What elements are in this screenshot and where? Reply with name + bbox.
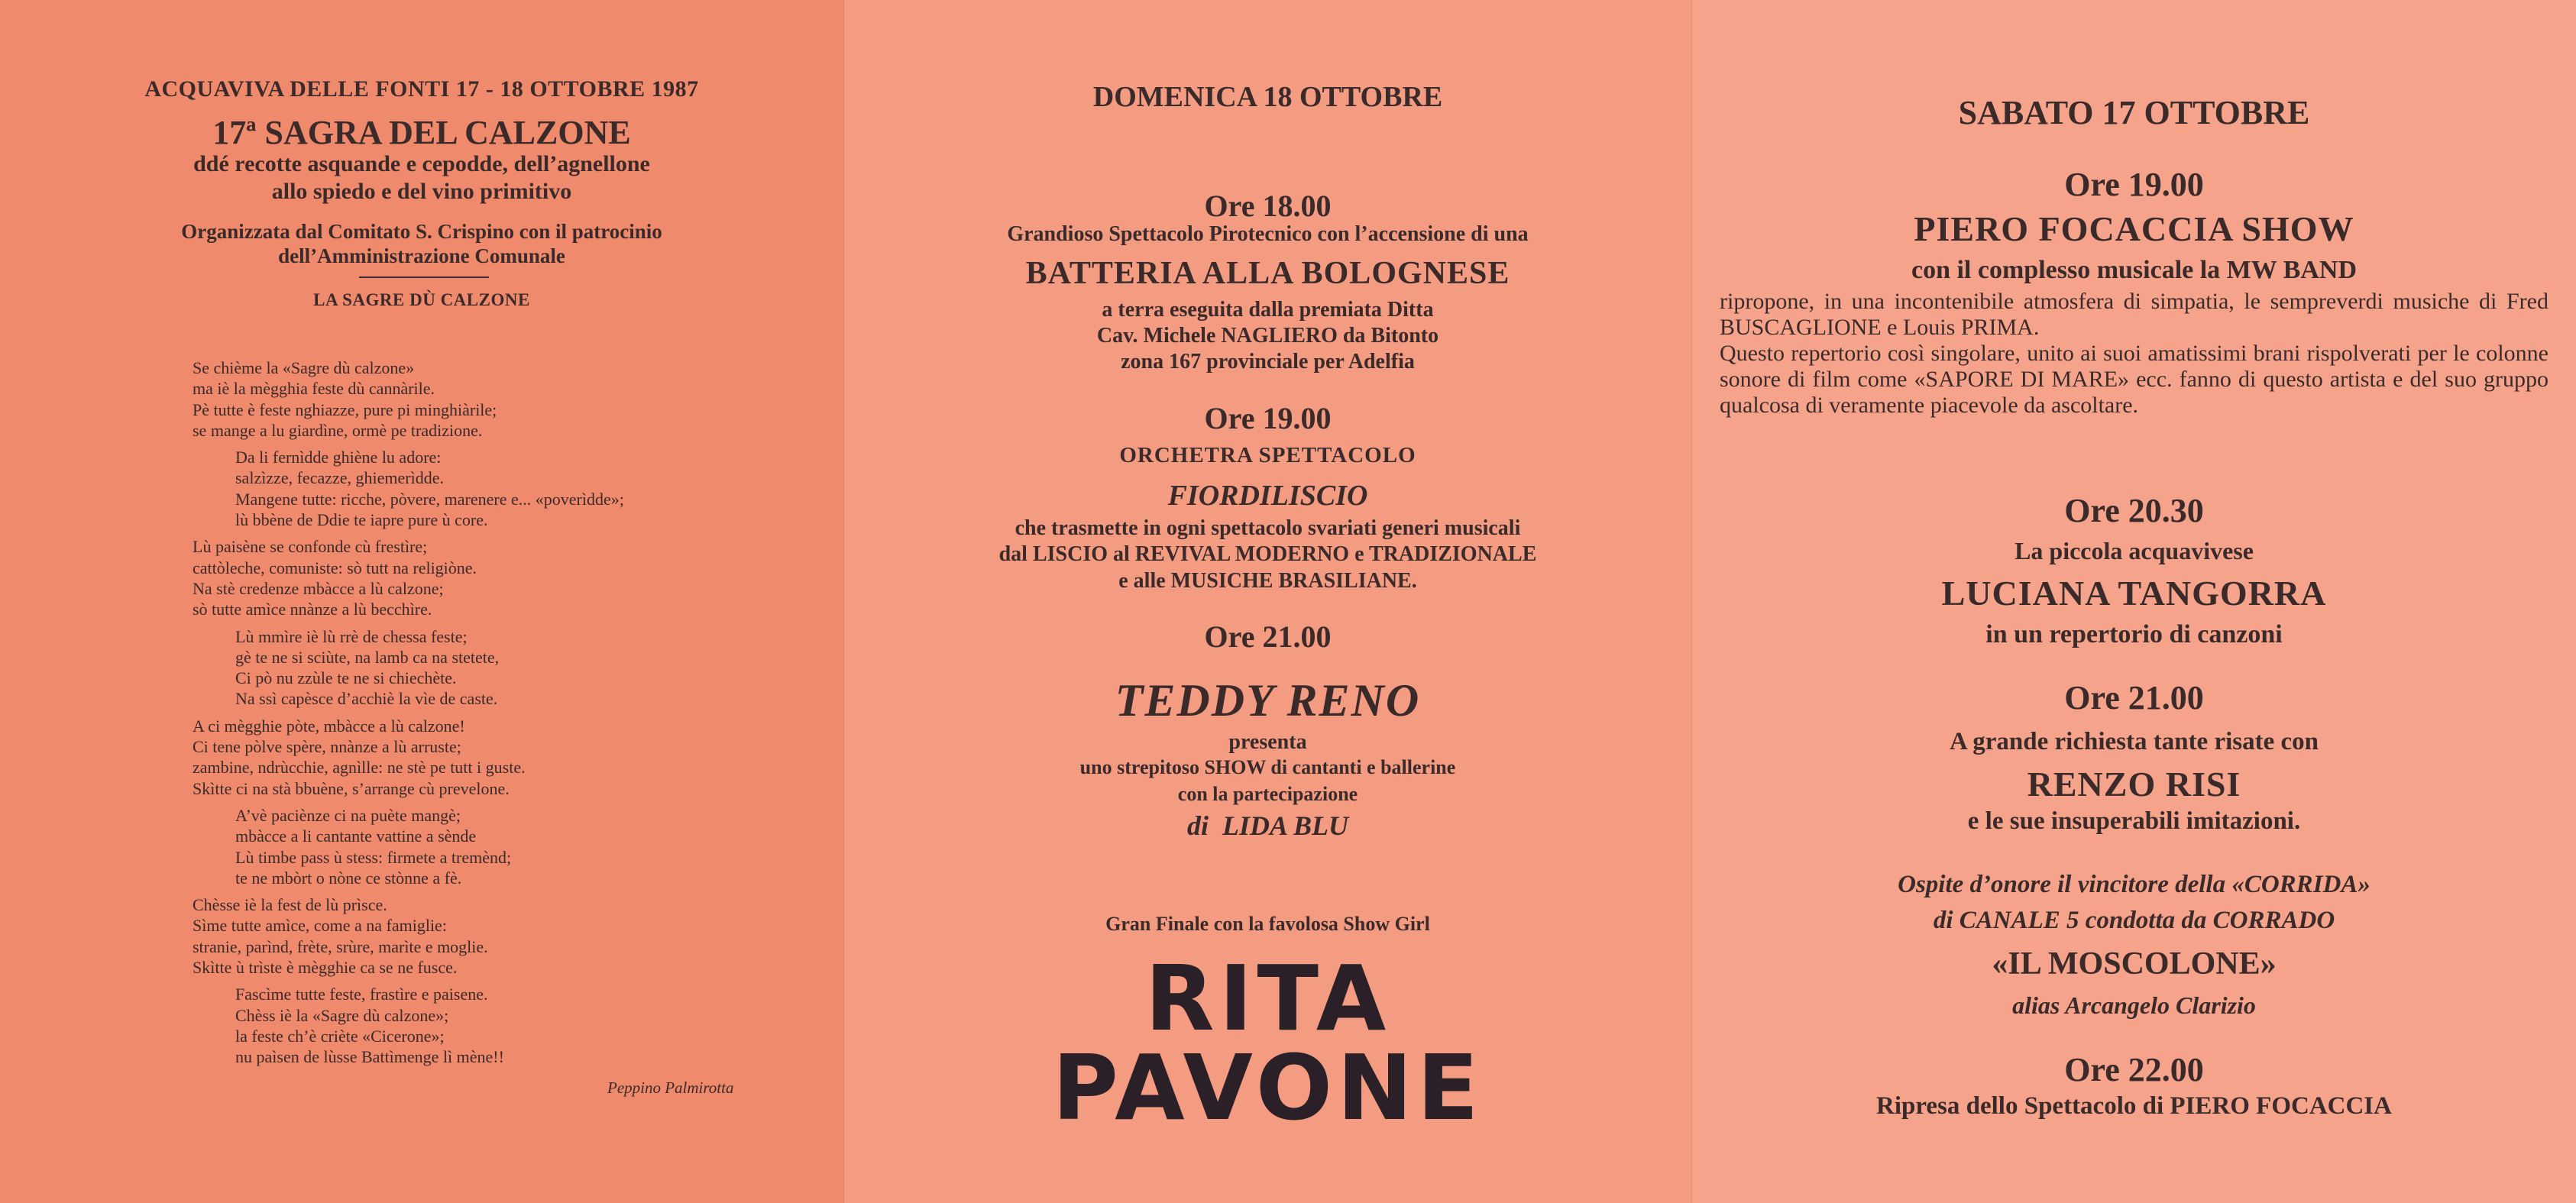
mw-band-line: con il complesso musicale la MW BAND [1911, 256, 2357, 284]
poem-line: lù bbène de Ddie te iapre pure ù core. [235, 510, 488, 530]
poem-line: stranie, parìnd, frète, srùre, marìte e moglie. [193, 936, 488, 956]
organizer-line-2: dell’Amministrazione Comunale [278, 244, 565, 267]
poem-stanza [193, 626, 773, 710]
presenta-line: presenta [1228, 730, 1307, 754]
poem-line: nu paìsen de lùsse Battìmenge lì mène!! [235, 1047, 504, 1067]
poem-line: mbàcce a li cantante vattine a sènde [235, 826, 477, 846]
luciana-tangorra-title: LUCIANA TANGORRA [1941, 574, 2327, 613]
moscolone-title: «IL MOSCOLONE» [1992, 946, 2277, 981]
poem-signature: Peppino Palmirotta [607, 1078, 734, 1097]
show-description [1720, 289, 2548, 419]
partecipazione-line: con la partecipazione [1177, 783, 1358, 805]
poem-line: Da li fernìdde ghiène lu adore: [235, 448, 442, 467]
poem-line: cattòleche, comuniste: sò tutt na religiòne. [193, 558, 477, 577]
event-subtitle-1: ddé recotte asquande e cepodde, dell’agnellone [193, 151, 650, 176]
description-paragraph-2: Questo repertorio così singolare, unito ai suoi amatissimi brani rispolverati per le colonne sonore di film come «SAPORE DI MARE» ecc. fanno di questo artista e del suo gruppo qualcosa di veramente piacevole da ascoltare. [1720, 341, 2548, 418]
poem-line: Na stè credenze mbàcce a lù calzone; [193, 578, 444, 598]
poem-line: sò tutte amìce nnànze a lù becchìre. [193, 600, 432, 619]
batteria-title: BATTERIA ALLA BOLOGNESE [1025, 256, 1510, 291]
time-1900: Ore 19.00 [1204, 401, 1332, 435]
left-panel [0, 0, 844, 1203]
right-panel-saturday [1692, 0, 2576, 1203]
poem-stanza [193, 894, 773, 978]
zona-line: zona 167 provinciale per Adelfia [1121, 350, 1415, 374]
poem-stanza [193, 984, 773, 1067]
event-heading: ACQUAVIVA DELLE FONTI 17 - 18 OTTOBRE 1987 [144, 76, 699, 102]
event-subtitle-2: allo spiedo e del vino primitivo [271, 179, 572, 204]
time-2100: Ore 21.00 [1204, 619, 1332, 654]
poem-line: Sìme tutte amìce, come a na famiglie: [193, 916, 447, 936]
teddy-reno-title: TEDDY RENO [1115, 675, 1421, 726]
time-2100: Ore 21.00 [2064, 679, 2204, 716]
poem-line: gè te ne si sciùte, na lamb ca na stetete, [235, 647, 500, 667]
poem-stanza [193, 357, 773, 441]
poem-stanza [193, 536, 773, 619]
poem-line: Pè tutte è feste nghiazze, pure pi minghiàrile; [193, 399, 497, 419]
poem-line: Mangene tutte: ricche, pòvere, marenere e... «poverìdde»; [235, 489, 624, 509]
time-2200: Ore 22.00 [2064, 1051, 2204, 1088]
poem-stanza [193, 716, 773, 799]
pavone-headline: PAVONE [1052, 1035, 1484, 1140]
rita-headline: RITA [1144, 946, 1391, 1051]
poem-line: salzìzze, fecazze, ghiemerìdde. [235, 468, 444, 488]
poem-line: Fascìme tutte feste, frastìre e paisene. [235, 985, 488, 1004]
orchestra-desc-3: e alle MUSICHE BRASILIANE. [1118, 569, 1417, 593]
event-title: 17ª SAGRA DEL CALZONE [212, 114, 631, 151]
poem [193, 357, 773, 1074]
poem-line: la feste ch’è criète «Cicerone»; [235, 1026, 445, 1046]
poem-line: Lù timbe pass ù stess: firmete a tremènd; [235, 847, 512, 867]
imitazioni-line: e le sue insuperabili imitazioni. [1967, 807, 2301, 835]
poem-line: Ci tene pòlve spère, nnànze a lù arruste; [193, 737, 461, 757]
poem-line: Chèsse iè la fest de lù prìsce. [193, 895, 387, 915]
poem-line: Na ssì capèsce d’acchiè la vìe de caste. [235, 689, 498, 709]
orchestra-line: ORCHETRA SPETTACOLO [1119, 443, 1416, 467]
poem-stanza [193, 805, 773, 888]
canale5-line: di CANALE 5 condotta da CORRADO [1933, 907, 2335, 934]
poem-line: Lù mmìre iè lù rrè de chessa feste; [235, 626, 468, 646]
orchestra-desc-2: dal LISCIO al REVIVAL MODERNO e TRADIZIONALE [998, 542, 1537, 566]
poem-line: Ci pò nu zzùle te ne si chiechète. [235, 668, 457, 688]
poem-line: te ne mbòrt o nòne ce stònne a fè. [235, 868, 462, 888]
poem-title: LA SAGRE DÙ CALZONE [313, 290, 530, 309]
poem-line: Chèss iè la «Sagre dù calzone»; [235, 1005, 449, 1025]
poem-stanza [193, 447, 773, 530]
poem-line: Skìtte ù trìste è mègghie ca se ne fusce. [193, 958, 458, 978]
fireworks-line: Grandioso Spettacolo Pirotecnico con l’accensione di una [1007, 222, 1529, 246]
time-1800: Ore 18.00 [1204, 189, 1332, 223]
poem-line: se mange a lu giardìne, ormè pe tradizione. [193, 420, 483, 440]
organizer-line-1: Organizzata dal Comitato S. Crispino con il patrocinio [181, 220, 662, 243]
alias-line: alias Arcangelo Clarizio [2012, 991, 2256, 1019]
poem-line: Lù paisène se confonde cù frestìre; [193, 537, 428, 557]
time-2030: Ore 20.30 [2064, 492, 2204, 529]
ospite-line: Ospite d’onore il vincitore della «CORRIDA» [1898, 871, 2371, 898]
repertorio-line: in un repertorio di canzoni [1985, 620, 2283, 648]
richiesta-line: A grande richiesta tante risate con [1950, 728, 2319, 755]
poem-line: zambine, ndrùcchie, agnìlle: ne stè pe tutt i guste. [193, 758, 526, 778]
time-1900: Ore 19.00 [2064, 166, 2204, 203]
ditta-line: a terra eseguita dalla premiata Ditta [1102, 298, 1434, 322]
ripresa-line: Ripresa dello Spettacolo di PIERO FOCACCIA [1876, 1092, 2392, 1120]
poem-line: A ci mègghie pòte, mbàcce a lù calzone! [193, 716, 465, 736]
piero-focaccia-title: PIERO FOCACCIA SHOW [1914, 209, 2354, 248]
gran-finale-line: Gran Finale con la favolosa Show Girl [1105, 913, 1430, 935]
orchestra-desc-1: che trasmette in ogni spettacolo svariati generi musicali [1015, 516, 1521, 540]
show-line: uno strepitoso SHOW di cantanti e ballerine [1079, 756, 1456, 778]
saturday-heading: SABATO 17 OTTOBRE [1958, 94, 2310, 131]
middle-panel-sunday [844, 0, 1692, 1203]
fiordiliscio-title: FIORDILISCIO [1167, 480, 1368, 512]
poem-line: A’vè paciènze ci na puète mangè; [235, 805, 461, 825]
piccola-line: La piccola acquavivese [2015, 537, 2254, 564]
renzo-risi-title: RENZO RISI [2027, 765, 2241, 804]
sunday-heading: DOMENICA 18 OTTOBRE [1092, 81, 1443, 113]
description-paragraph-1: ripropone, in una incontenibile atmosfera di simpatia, le sempreverdi musiche di Fred BUSCAGLIONE e Louis PRIMA. [1720, 289, 2548, 340]
poem-line: Skìtte ci na stà bbuène, s’arrange cù prevelone. [193, 778, 510, 798]
nagliero-line: Cav. Michele NAGLIERO da Bitonto [1096, 324, 1439, 348]
poem-line: ma iè la mègghia feste dù cannàrile. [193, 379, 435, 399]
lida-blu-line: di LIDA BLU [1186, 810, 1349, 841]
divider [359, 276, 489, 278]
poem-line: Se chième la «Sagre dù calzone» [193, 358, 415, 377]
